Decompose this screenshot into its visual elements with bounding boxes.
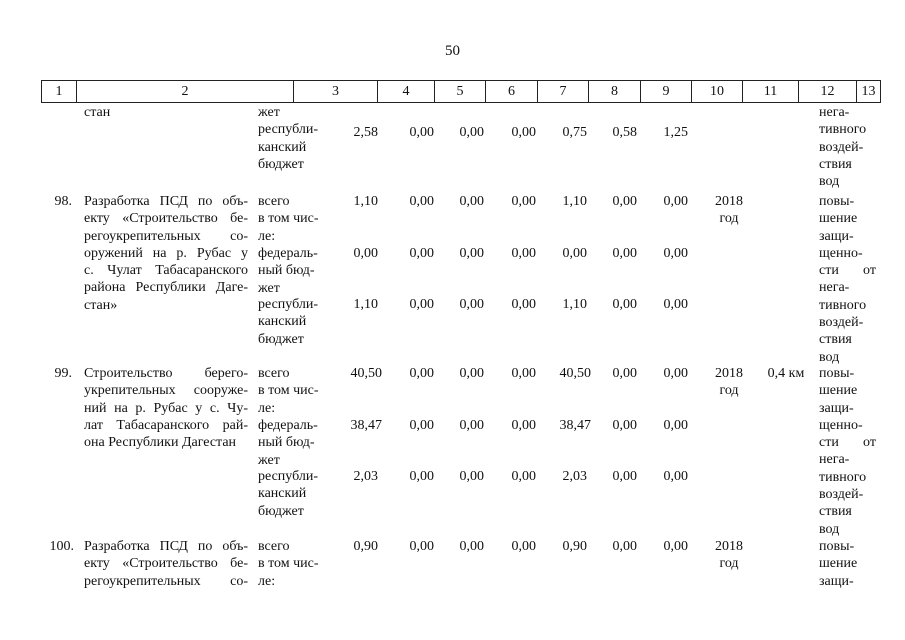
row-98-rep-10: 0,00 xyxy=(663,297,688,312)
header-col-6: 6 xyxy=(486,81,538,102)
header-col-3: 3 xyxy=(294,81,378,102)
carry-source: жет республи- канский бюджет xyxy=(258,105,318,172)
row-98-rep-8: 1,10 xyxy=(562,297,587,312)
row-99-total-4: 40,50 xyxy=(350,366,382,381)
row-99-total-10: 0,00 xyxy=(663,366,688,381)
carry-val-9: 0,58 xyxy=(612,125,637,140)
row-99-total-9: 0,00 xyxy=(612,366,637,381)
row-98-total-4: 1,10 xyxy=(353,194,378,209)
row-98-number: 98. xyxy=(54,194,72,209)
row-99-src-total: всего в том чис- ле: xyxy=(258,366,319,416)
carry-val-7: 0,00 xyxy=(511,125,536,140)
row-98-rep-9: 0,00 xyxy=(612,297,637,312)
row-99-result: повы- шение защи- щенно- сти от нега- тивного воздей- ствия вод xyxy=(819,366,876,537)
row-98-fed-7: 0,00 xyxy=(511,246,536,261)
row-99-fed-7: 0,00 xyxy=(511,418,536,433)
row-99-length: 0,4 км xyxy=(767,366,805,381)
row-99-total-8: 40,50 xyxy=(559,366,591,381)
row-100-total-9: 0,00 xyxy=(612,539,637,554)
row-99-total-7: 0,00 xyxy=(511,366,536,381)
row-98-src-total: всего в том чис- ле: xyxy=(258,194,319,244)
header-col-11: 11 xyxy=(743,81,799,102)
row-98-rep-7: 0,00 xyxy=(511,297,536,312)
header-col-8: 8 xyxy=(589,81,641,102)
row-98-total-6: 0,00 xyxy=(459,194,484,209)
row-98-total-9: 0,00 xyxy=(612,194,637,209)
row-98-src-republic: республи- канский бюджет xyxy=(258,297,318,347)
header-col-4: 4 xyxy=(378,81,435,102)
header-col-13: 13 xyxy=(861,84,876,99)
row-98-total-7: 0,00 xyxy=(511,194,536,209)
row-98-description: Разработка ПСД по объ- екту «Строительство бе- регоукрепительных со- оружений на р. Рубас у с. Чулат Табасаранского района Республики Даге- стан» xyxy=(84,194,248,313)
carry-val-8: 0,75 xyxy=(562,125,587,140)
carry-result: нега- тивного воздей- ствия вод xyxy=(819,105,867,190)
carry-val-6: 0,00 xyxy=(459,125,484,140)
row-100-number: 100. xyxy=(49,539,74,554)
row-99-rep-7: 0,00 xyxy=(511,469,536,484)
header-col-10: 10 xyxy=(692,81,743,102)
row-99-total-6: 0,00 xyxy=(459,366,484,381)
carry-val-5: 0,00 xyxy=(409,125,434,140)
row-98-total-10: 0,00 xyxy=(663,194,688,209)
row-99-rep-10: 0,00 xyxy=(663,469,688,484)
row-99-rep-9: 0,00 xyxy=(612,469,637,484)
row-100-src-total: всего в том чис- ле: xyxy=(258,539,319,589)
row-99-year: 2018 год xyxy=(715,366,743,399)
row-100-total-6: 0,00 xyxy=(459,539,484,554)
row-99-fed-5: 0,00 xyxy=(409,418,434,433)
row-98-src-federal: федераль- ный бюд- жет xyxy=(258,246,318,296)
row-99-total-5: 0,00 xyxy=(409,366,434,381)
row-98-fed-5: 0,00 xyxy=(409,246,434,261)
row-98-rep-6: 0,00 xyxy=(459,297,484,312)
row-98-fed-6: 0,00 xyxy=(459,246,484,261)
row-98-fed-8: 0,00 xyxy=(562,246,587,261)
row-99-rep-8: 2,03 xyxy=(562,469,587,484)
row-100-description: Разработка ПСД по объ- екту «Строительство бе- регоукрепительных со- xyxy=(84,539,248,589)
row-100-result: повы- шение защи- xyxy=(819,539,858,589)
row-98-fed-4: 0,00 xyxy=(353,246,378,261)
row-100-total-7: 0,00 xyxy=(511,539,536,554)
row-100-total-10: 0,00 xyxy=(663,539,688,554)
row-98-year: 2018 год xyxy=(715,194,743,227)
row-98-rep-4: 1,10 xyxy=(353,297,378,312)
row-99-description: Строительство берего- укрепительных сооруже- ний на р. Рубас у с. Чу- лат Табасаранского рай- она Республики Дагестан xyxy=(84,366,248,451)
header-col-2: 2 xyxy=(77,81,294,102)
header-col-12: 12 xyxy=(799,81,857,102)
row-99-rep-5: 0,00 xyxy=(409,469,434,484)
row-100-total-4: 0,90 xyxy=(353,539,378,554)
row-98-rep-5: 0,00 xyxy=(409,297,434,312)
row-99-src-federal: федераль- ный бюд- жет xyxy=(258,418,318,468)
row-99-src-republic: республи- канский бюджет xyxy=(258,469,318,519)
header-col-9: 9 xyxy=(641,81,692,102)
row-100-total-5: 0,00 xyxy=(409,539,434,554)
row-98-result: повы- шение защи- щенно- сти от нега- тивного воздей- ствия вод xyxy=(819,194,876,365)
header-col-1: 1 xyxy=(42,81,77,102)
row-99-fed-10: 0,00 xyxy=(663,418,688,433)
row-99-fed-9: 0,00 xyxy=(612,418,637,433)
row-98-fed-9: 0,00 xyxy=(612,246,637,261)
row-99-rep-4: 2,03 xyxy=(353,469,378,484)
carry-desc-tail: стан xyxy=(84,105,111,120)
page-number: 50 xyxy=(445,43,460,59)
row-99-rep-6: 0,00 xyxy=(459,469,484,484)
header-col-5: 5 xyxy=(435,81,486,102)
row-99-fed-8: 38,47 xyxy=(559,418,591,433)
row-99-number: 99. xyxy=(54,366,72,381)
row-100-total-8: 0,90 xyxy=(562,539,587,554)
row-99-fed-4: 38,47 xyxy=(350,418,382,433)
row-98-fed-10: 0,00 xyxy=(663,246,688,261)
row-98-total-8: 1,10 xyxy=(562,194,587,209)
row-99-fed-6: 0,00 xyxy=(459,418,484,433)
carry-val-4: 2,58 xyxy=(353,125,378,140)
header-col-7: 7 xyxy=(538,81,589,102)
table-header-row xyxy=(41,80,881,103)
row-98-total-5: 0,00 xyxy=(409,194,434,209)
carry-val-10: 1,25 xyxy=(663,125,688,140)
row-100-year: 2018 год xyxy=(715,539,743,572)
